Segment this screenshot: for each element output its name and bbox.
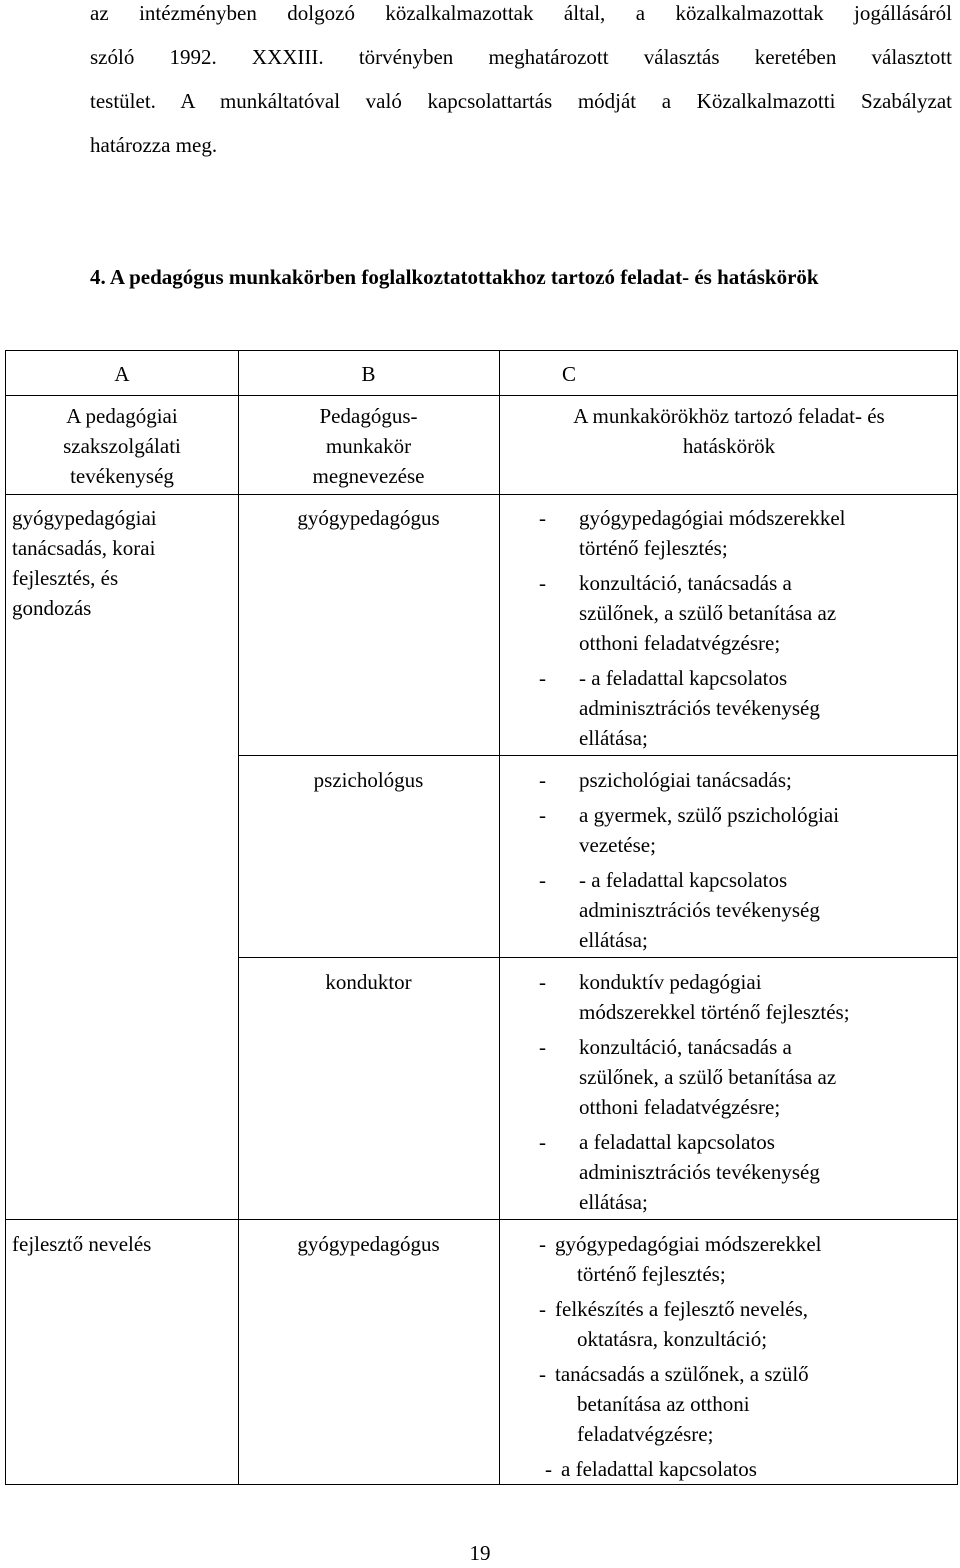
role-cell: gyógypedagógus xyxy=(297,1232,440,1256)
intro-line: határozza meg. xyxy=(90,133,218,157)
duty-item: - pszichológiai tanácsadás; xyxy=(539,768,792,792)
duty-item: - gyógypedagógiai módszerekkel történő fejlesztés; xyxy=(539,506,846,560)
duty-item: - konzultáció, tanácsadás a szülőnek, a szülő betanítása az otthoni feladatvégzésre; xyxy=(539,571,837,655)
duty-item: - konduktív pedagógiai módszerekkel történő fejlesztés; xyxy=(539,970,850,1024)
column-letter-b: B xyxy=(361,362,376,386)
duty-item: - a feladattal kapcsolatos adminisztrációs tevékenység ellátása; xyxy=(539,1130,820,1214)
row-divider xyxy=(6,395,957,396)
duty-item: - - a feladattal kapcsolatos adminisztrációs tevékenység ellátása; xyxy=(539,666,820,750)
duty-item: - konzultáció, tanácsadás a szülőnek, a szülő betanítása az otthoni feladatvégzésre; xyxy=(539,1035,837,1119)
duty-item: - felkészítés a fejlesztő nevelés, oktatásra, konzultáció; xyxy=(539,1297,809,1351)
duties-cell xyxy=(539,1229,954,1489)
duty-item: - a feladattal kapcsolatos xyxy=(545,1457,757,1481)
duties-cell xyxy=(539,765,954,960)
header-role: Pedagógus- munkakör megnevezése xyxy=(312,404,425,488)
row-divider xyxy=(6,494,957,495)
column-letter-a: A xyxy=(114,362,130,386)
role-cell: konduktor xyxy=(325,970,412,994)
duty-item: - gyógypedagógiai módszerekkel történő fejlesztés; xyxy=(539,1232,822,1286)
intro-line: az intézményben dolgozó közalkalmazottak által, a közalkalmazottak jogállásáról xyxy=(90,1,952,25)
activity-cell: gyógypedagógiai tanácsadás, korai fejlesztés, és gondozás xyxy=(12,506,157,620)
role-cell: gyógypedagógus xyxy=(297,506,440,530)
column-divider xyxy=(499,351,500,1484)
column-letter-c: C xyxy=(561,362,576,386)
duty-item: - - a feladattal kapcsolatos adminisztrációs tevékenység ellátása; xyxy=(539,868,820,952)
duties-table xyxy=(5,350,958,1485)
header-activity: A pedagógiai szakszolgálati tevékenység xyxy=(63,404,181,488)
intro-line: szóló 1992. XXXIII. törvényben meghatározott választás keretében választott xyxy=(90,45,952,69)
activity-cell: fejlesztő nevelés xyxy=(12,1232,152,1256)
intro-paragraph xyxy=(90,0,952,176)
duty-item: - tanácsadás a szülőnek, a szülő betanítása az otthoni feladatvégzésre; xyxy=(539,1362,809,1446)
header-duties: A munkakörökhöz tartozó feladat- és hatáskörök xyxy=(573,404,885,458)
page-number: 19 xyxy=(469,1541,491,1565)
role-cell: pszichológus xyxy=(313,768,424,792)
section-heading: 4. A pedagógus munkakörben foglalkoztatottakhoz tartozó feladat- és hatáskörök xyxy=(90,265,819,289)
duties-cell xyxy=(539,967,954,1222)
duties-cell xyxy=(539,503,954,758)
intro-line: testület. A munkáltatóval való kapcsolattartás módját a Közalkalmazotti Szabályzat xyxy=(90,89,952,113)
duty-item: - a gyermek, szülő pszichológiai vezetése; xyxy=(539,803,840,857)
